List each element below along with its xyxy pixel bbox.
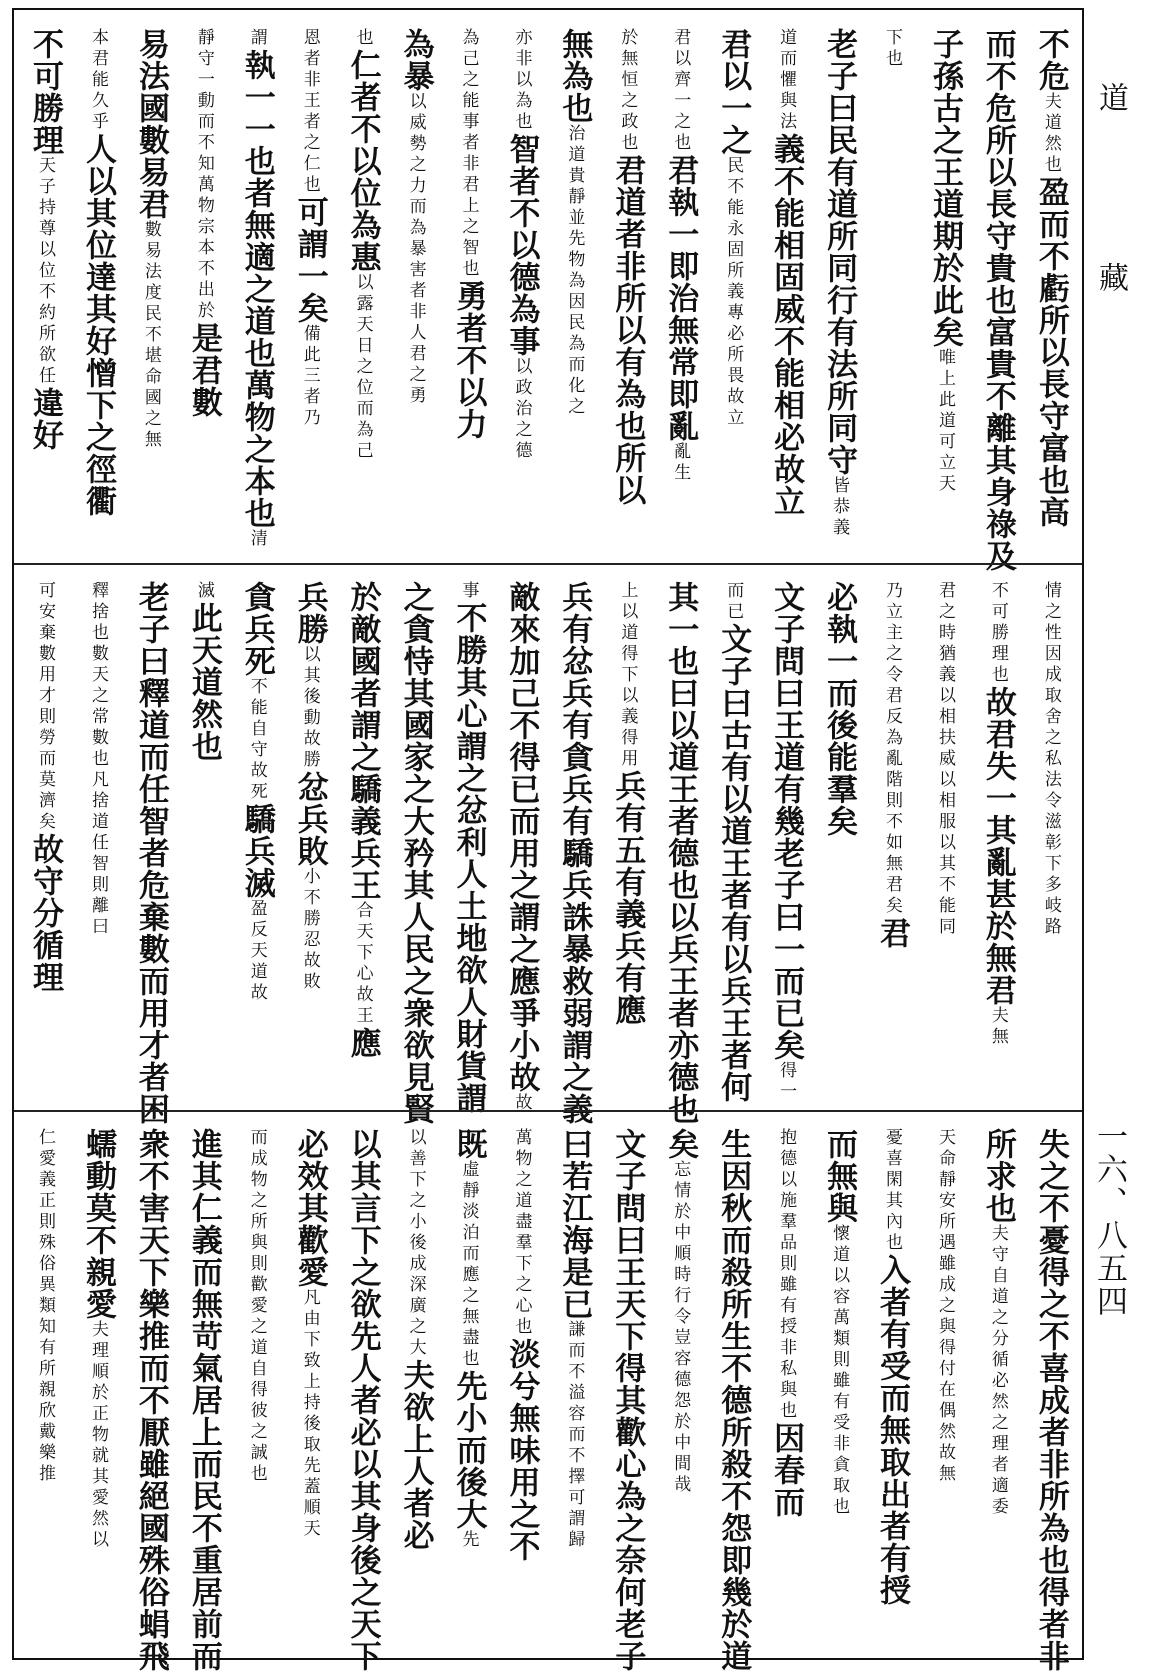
main-text: 義不能相固威不能相必故立 — [768, 133, 805, 517]
main-text: 必效其歡愛 — [291, 1128, 328, 1288]
main-text: 應 — [344, 1027, 381, 1059]
text-column — [712, 581, 754, 1102]
main-text: 敵來加己不得已而用之謂之應爭小故 — [503, 581, 540, 1093]
text-column — [977, 581, 1019, 1102]
main-text: 於敵國者謂之驕義兵王 — [344, 581, 381, 901]
main-text: 為暴 — [397, 28, 434, 92]
commentary-text: 治道貴靜並先物為因民為而化之 — [564, 124, 585, 418]
main-text: 老子曰釋道而任智者危棄數而用才者困 — [132, 581, 169, 1125]
text-column — [818, 28, 860, 555]
text-column — [395, 581, 437, 1125]
commentary-text: 君之時猶義以相扶威以相服以其不能同 — [934, 581, 955, 938]
commentary-text: 乃立主之令君反為亂階則不如無君矣 — [882, 581, 902, 917]
main-text: 君 — [874, 917, 910, 949]
text-column — [183, 1128, 225, 1672]
text-column — [765, 28, 807, 555]
text-column — [500, 581, 542, 1114]
main-text: 蠕動莫不親愛 — [79, 1128, 116, 1320]
main-text: 勇者不以力 — [450, 280, 487, 440]
commentary-text: 萬物之道盡羣下之心也 — [511, 1128, 532, 1338]
main-text: 夫欲上人者必 — [397, 1359, 434, 1551]
text-column — [24, 1128, 66, 1650]
text-column — [395, 1128, 437, 1650]
text-column — [448, 1128, 490, 1650]
commentary-text: 仁愛義正則殊俗異類知有所親欣戴樂推 — [35, 1128, 55, 1485]
text-column — [77, 1128, 119, 1650]
text-column — [342, 1128, 384, 1672]
commentary-text: 而成物之所與則歡愛之道自得彼之誠也 — [246, 1128, 267, 1485]
main-text: 故君失一其亂甚於無君 — [979, 686, 1016, 1006]
commentary-text: 謙而不溢容而不擇可謂歸 — [564, 1320, 585, 1551]
text-column — [183, 28, 225, 555]
main-text: 文子曰古有以道王者有以兵王者何 — [715, 623, 752, 1103]
main-text: 此天道然也 — [185, 602, 222, 762]
commentary-text: 君以齊一之也 — [670, 28, 691, 154]
main-text: 貪兵死 — [238, 581, 275, 677]
main-text: 淡兮無味用之不 — [503, 1338, 540, 1562]
text-column — [712, 28, 754, 555]
text-column — [289, 28, 331, 555]
commentary-text: 凡由下致上持後取先蓋順天 — [299, 1288, 320, 1540]
text-column — [818, 1128, 860, 1650]
commentary-text: 以其後動故勝 — [299, 645, 320, 771]
commentary-text: 備此三者乃 — [299, 324, 320, 429]
main-text: 子孫古之王道期於此矣 — [926, 28, 963, 348]
commentary-text: 本君能久乎 — [87, 28, 108, 133]
main-text: 人以其位達其好憎下之徑衢 — [79, 133, 116, 517]
commentary-text: 盈反天道故 — [246, 899, 267, 1004]
main-text: 無為也 — [556, 28, 593, 124]
main-text: 可謂一矣 — [291, 196, 328, 324]
main-text: 智者不以德為事 — [503, 133, 540, 357]
main-text: 不勝其心謂之忿利人土地欲人財貨謂 — [450, 602, 487, 1114]
commentary-text: 先 — [458, 1530, 479, 1551]
main-text: 盈而不虧所以長守富也高 — [1032, 176, 1069, 528]
main-text: 生因秋而殺所生不德所殺不怨即幾於道 — [715, 1128, 752, 1672]
commentary-text: 滅 — [193, 581, 214, 602]
text-column — [448, 581, 490, 1114]
commentary-text: 於無恒之政也 — [617, 28, 638, 154]
text-column — [765, 581, 807, 1102]
commentary-text: 清 — [246, 529, 267, 550]
text-column — [395, 28, 437, 555]
main-text: 不可勝理 — [27, 28, 63, 156]
text-column — [24, 28, 66, 555]
margin-title: 道藏 — [1093, 82, 1128, 442]
text-column — [924, 1128, 966, 1650]
main-text: 忿兵敗 — [291, 771, 328, 867]
main-text: 君道者非所以有為也所以 — [609, 154, 646, 506]
main-text: 以其言下之欲先人者必以其身後之天下 — [344, 1128, 381, 1672]
commentary-text: 天命靜安所遇雖成之與得付在偶然故無 — [934, 1128, 955, 1485]
text-column — [553, 28, 595, 555]
column-group — [24, 581, 1072, 1125]
commentary-text: 可安棄數用才則勞而莫濟矣 — [35, 581, 55, 833]
text-panel-bottom — [14, 1110, 1082, 1672]
text-column — [500, 1128, 542, 1650]
text-column — [289, 581, 331, 1102]
main-text: 君以一之 — [715, 28, 752, 156]
main-text: 先小而後大 — [450, 1370, 487, 1530]
text-column — [606, 28, 648, 555]
commentary-text: 抱德以施羣品則雖有授非私與也 — [776, 1128, 797, 1422]
main-text: 君執一即治無常即亂 — [662, 154, 699, 442]
text-column — [236, 581, 278, 1102]
text-column — [553, 1128, 595, 1650]
main-text: 違好 — [27, 387, 63, 451]
text-column — [818, 581, 860, 1102]
commentary-text: 也 — [352, 28, 373, 49]
text-column — [659, 581, 701, 1125]
text-column — [977, 1128, 1019, 1650]
commentary-text: 以政治之德 — [511, 357, 532, 462]
commentary-text: 謂 — [246, 28, 267, 49]
commentary-text: 以露天日之位而為己 — [352, 273, 373, 462]
main-text: 老子曰民有道所同行有法所同守 — [821, 28, 858, 476]
main-text: 不危 — [1032, 28, 1069, 92]
commentary-text: 亦非以為也 — [511, 28, 532, 133]
text-column — [553, 581, 595, 1125]
text-column — [659, 28, 701, 555]
main-text: 因春而 — [768, 1422, 805, 1518]
commentary-text: 事 — [458, 581, 479, 602]
commentary-text: 合天下心故王 — [352, 901, 373, 1027]
text-column — [130, 581, 172, 1125]
commentary-text: 夫理順於正物就其愛然以 — [87, 1320, 108, 1551]
commentary-text: 民不能永固所義專必所畏故立 — [723, 156, 744, 429]
main-text: 易法國數易君 — [132, 28, 169, 220]
main-text: 既 — [450, 1128, 487, 1160]
commentary-text: 皆恭義 — [829, 476, 850, 539]
commentary-text: 忘情於中順時行令豈容德怨於中間哉 — [670, 1160, 691, 1496]
text-column — [236, 1128, 278, 1650]
text-column — [712, 1128, 754, 1672]
commentary-text: 得一 — [776, 1061, 797, 1103]
text-column — [606, 1128, 648, 1672]
main-text: 驕兵滅 — [238, 803, 275, 899]
text-column — [765, 1128, 807, 1650]
text-column — [130, 28, 172, 555]
text-column — [183, 581, 225, 1102]
commentary-text: 數易法度民不堪命國之無 — [140, 220, 161, 451]
main-text: 故守分循理 — [27, 833, 63, 993]
text-column — [871, 1128, 913, 1650]
commentary-text: 以善下之小後成深廣之大 — [405, 1128, 426, 1359]
commentary-text: 夫道然也 — [1040, 92, 1061, 176]
commentary-text: 下也 — [882, 28, 902, 70]
text-column — [24, 581, 66, 1102]
main-text: 衆不害天下樂推而不厭雖絕國殊俗蜎飛 — [132, 1128, 169, 1672]
text-column — [606, 581, 648, 1102]
main-text: 兵勝 — [291, 581, 328, 645]
text-column — [342, 581, 384, 1102]
main-text: 而不危所以長守貴也富貴不離其身祿及 — [979, 28, 1016, 572]
main-text: 執一一也者無適之道也萬物之本也 — [238, 49, 275, 529]
commentary-text: 道而懼與法 — [776, 28, 797, 133]
text-column — [289, 1128, 331, 1650]
main-text: 兵有忿兵有貪兵有驕兵誅暴救弱謂之義 — [556, 581, 593, 1125]
main-text: 之貪恃其國家之大矜其人民之衆欲見賢 — [397, 581, 434, 1125]
main-text: 其一也曰以道王者德也以兵王者亦德也 — [662, 581, 699, 1125]
commentary-text: 憂喜閑其內也 — [882, 1128, 902, 1254]
text-column — [1030, 28, 1072, 555]
text-column — [236, 28, 278, 555]
main-text: 文子問曰王天下得其歡心為之奈何老子 — [609, 1128, 646, 1672]
main-text: 而無與 — [821, 1128, 858, 1224]
text-column — [342, 28, 384, 555]
commentary-text: 天子持尊以位不約所欲任 — [35, 156, 55, 387]
text-column — [924, 28, 966, 555]
commentary-text: 亂生 — [670, 442, 691, 484]
main-text: 仁者不以位為惠 — [344, 49, 381, 273]
text-column — [871, 28, 913, 555]
page-number: 一六、八五四 — [1091, 1120, 1127, 1318]
text-panel-top — [14, 10, 1082, 572]
text-column — [1030, 1128, 1072, 1672]
text-column — [77, 581, 119, 1102]
main-text: 必執一而後能羣矣 — [821, 581, 858, 837]
main-text: 入者有受而無取出者有授 — [874, 1254, 910, 1606]
text-column — [924, 581, 966, 1102]
text-column — [130, 1128, 172, 1672]
commentary-text: 上以道得下以義得用 — [617, 581, 638, 770]
commentary-text: 虛靜淡泊而應之無盡也 — [458, 1160, 479, 1370]
main-text: 失之不憂得之不喜成者非所為也得者非 — [1032, 1128, 1069, 1672]
commentary-text: 以威勢之力而為暴害者非人君之勇 — [405, 92, 426, 407]
commentary-text: 懷道以容萬類則雖有受非貪取也 — [829, 1224, 850, 1518]
column-group — [24, 1128, 1072, 1672]
commentary-text: 小不勝忍故敗 — [299, 867, 320, 993]
text-column — [977, 28, 1019, 572]
page-frame — [12, 8, 1084, 1672]
text-panel-middle — [14, 563, 1082, 1125]
commentary-text: 為己之能事者非君上之智也 — [458, 28, 479, 280]
commentary-text: 夫守自道之分循必然之理者適委 — [987, 1224, 1008, 1518]
text-column — [500, 28, 542, 555]
text-column — [659, 1128, 701, 1650]
main-text: 文子問曰王道有幾老子曰一而已矣 — [768, 581, 805, 1061]
commentary-text: 靜守一動而不知萬物宗本不出於 — [193, 28, 214, 322]
commentary-text: 夫無 — [987, 1006, 1008, 1048]
commentary-text: 不能自守故死 — [246, 677, 267, 803]
text-column — [77, 28, 119, 555]
column-group — [24, 28, 1072, 572]
main-text: 兵有五有義兵有應 — [609, 770, 646, 1026]
text-column — [1030, 581, 1072, 1102]
main-text: 曰若江海是已 — [556, 1128, 593, 1320]
commentary-text: 唯上此道可立天 — [934, 348, 955, 495]
commentary-text: 恩者非王者之仁也 — [299, 28, 320, 196]
commentary-text: 情之性因成取舍之私法令滋彰下多岐路 — [1040, 581, 1061, 938]
main-text: 是君數 — [185, 322, 222, 418]
commentary-text: 不可勝理也 — [987, 581, 1008, 686]
text-column — [448, 28, 490, 555]
commentary-text: 釋捨也數天之常數也凡捨道任智則離曰 — [87, 581, 108, 938]
main-text: 進其仁義而無苛氣居上而民不重居前而 — [185, 1128, 222, 1672]
commentary-text: 故 — [511, 1093, 532, 1114]
main-text: 所求也 — [979, 1128, 1016, 1224]
commentary-text: 而已 — [723, 581, 744, 623]
main-text: 矣 — [662, 1128, 699, 1160]
text-column — [871, 581, 913, 1102]
